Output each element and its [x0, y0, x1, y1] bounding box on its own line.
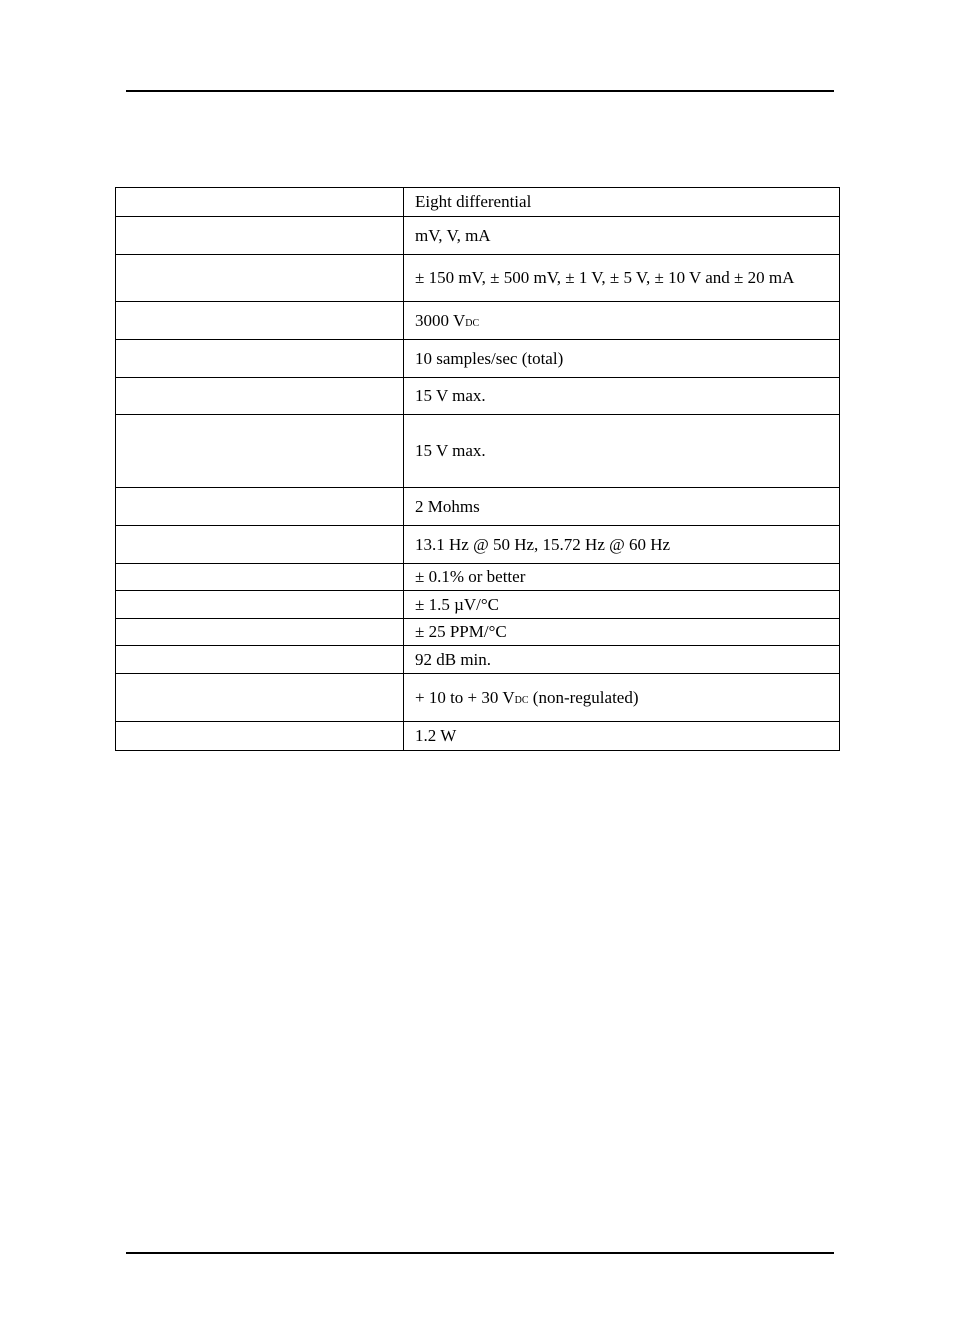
spec-value [404, 255, 840, 302]
spec-value-text: Eight differential [415, 192, 532, 211]
spec-value [404, 591, 840, 619]
spec-value-text: ± 1.5 µV/°C [415, 594, 500, 614]
spec-value [404, 415, 840, 488]
spec-value [404, 188, 840, 217]
spec-label [116, 526, 404, 564]
spec-value-text: 1.2 W [415, 726, 457, 745]
spec-value-text: 13.1 Hz @ 50 Hz, 15.72 Hz @ 60 Hz [415, 534, 671, 554]
spec-label [116, 415, 404, 488]
spec-label [116, 340, 404, 378]
spec-value [404, 722, 840, 751]
spec-label [116, 619, 404, 646]
spec-value-suffix: (non-regulated) [528, 687, 639, 707]
table-row [116, 591, 840, 619]
table-row [116, 255, 840, 302]
spec-value-text: ± 150 mV, ± 500 mV, ± 1 V, ± 5 V, ± 10 V and ± 20 mA [415, 268, 795, 287]
spec-value [404, 564, 840, 591]
spec-label [116, 646, 404, 674]
spec-value [404, 646, 840, 674]
spec-label [116, 217, 404, 255]
table-row [116, 217, 840, 255]
table-row [116, 340, 840, 378]
table-row [116, 488, 840, 526]
spec-label [116, 302, 404, 340]
spec-value-text: 92 dB min. [415, 649, 492, 669]
spec-value [404, 340, 840, 378]
table-row [116, 646, 840, 674]
table-row [116, 564, 840, 591]
spec-value-text: 3000 V [415, 310, 466, 330]
spec-value-subscript: DC [465, 317, 480, 329]
spec-value [404, 378, 840, 415]
table-row [116, 302, 840, 340]
spec-value-subscript: DC [514, 694, 529, 706]
spec-label [116, 255, 404, 302]
spec-label [116, 378, 404, 415]
spec-label [116, 488, 404, 526]
spec-label [116, 188, 404, 217]
spec-value [404, 619, 840, 646]
spec-value-text: 15 V max. [415, 441, 486, 460]
spec-value [404, 302, 840, 340]
spec-value-text: ± 25 PPM/°C [415, 622, 507, 641]
spec-value-text: + 10 to + 30 V [415, 687, 515, 707]
table-row [116, 188, 840, 217]
table-row [116, 378, 840, 415]
table-row [116, 722, 840, 751]
spec-value-text: 10 samples/sec (total) [415, 348, 564, 368]
table-row [116, 674, 840, 722]
spec-label [116, 674, 404, 722]
spec-value [404, 674, 840, 722]
table-row [116, 415, 840, 488]
header-rule [126, 90, 834, 92]
spec-value-text: ± 0.1% or better [415, 567, 526, 586]
specification-table [115, 187, 840, 751]
spec-label [116, 564, 404, 591]
spec-value [404, 526, 840, 564]
spec-value-text: mV, V, mA [415, 225, 491, 245]
spec-value [404, 488, 840, 526]
spec-value-text: 15 V max. [415, 386, 486, 405]
table-row [116, 526, 840, 564]
spec-value [404, 217, 840, 255]
table-row [116, 619, 840, 646]
spec-value-text: 2 Mohms [415, 496, 480, 516]
spec-label [116, 722, 404, 751]
footer-rule [126, 1252, 834, 1254]
spec-label [116, 591, 404, 619]
